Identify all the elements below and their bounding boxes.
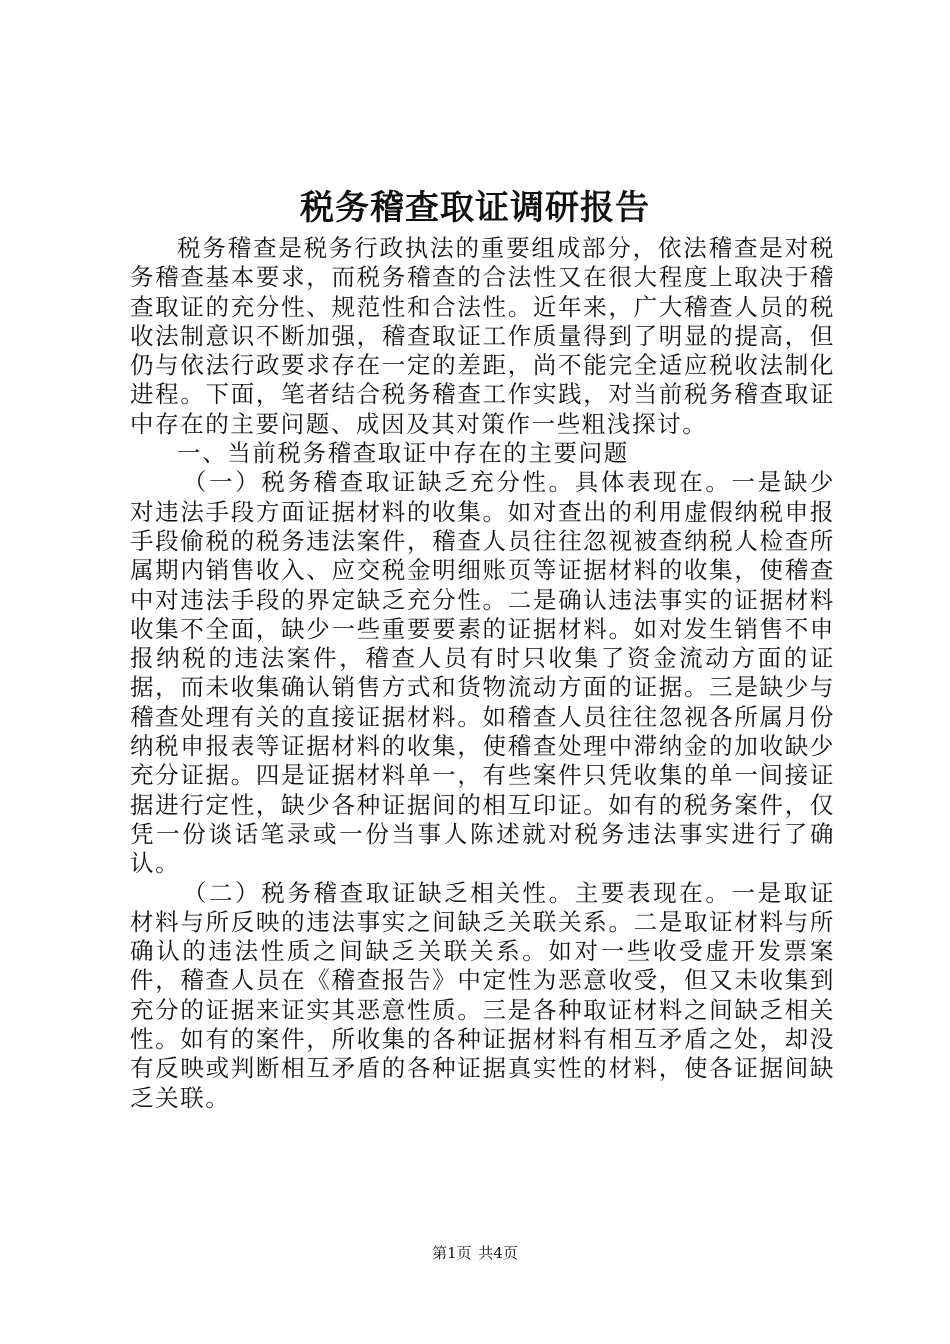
subsection-paragraph-2: （二）税务稽查取证缺乏相关性。主要表现在。一是取证材料与所反映的违法事实之间缺乏关联关系。二是取证材料与所确认的违法性质之间缺乏关联关系。如对一些收受虚开发票案件，稽查人员在《稽查报告》中定性为恶意收受，但又未收集到充分的证据来证实其恶意性质。三是各种取证材料之间缺乏相关性。如有的案件，所收集的各种证据材料有相互矛盾之处，却没有反映或判断相互矛盾的各种证据真实性的材料，使各证据间缺乏关联。 <box>130 878 835 1112</box>
document-body <box>130 234 835 1113</box>
section-heading: 一、当前税务稽查取证中存在的主要问题 <box>177 439 629 468</box>
page-total: 共4页 <box>478 1244 518 1262</box>
page-footer <box>0 1243 950 1263</box>
page-number: 第1页 <box>432 1244 472 1262</box>
subsection-paragraph-1: （一）税务稽查取证缺乏充分性。具体表现在。一是缺少对违法手段方面证据材料的收集。如对查出的利用虚假纳税申报手段偷税的税务违法案件，稽查人员往往忽视被查纳税人检查所属期内销售收入、应交税金明细账页等证据材料的收集，使稽查中对违法手段的界定缺乏充分性。二是确认违法事实的证据材料收集不全面，缺少一些重要要素的证据材料。如对发生销售不申报纳税的违法案件，稽查人员有时只收集了资金流动方面的证据，而未收集确认销售方式和货物流动方面的证据。三是缺少与稽查处理有关的直接证据材料。如稽查人员往往忽视各所属月份纳税申报表等证据材料的收集，使稽查处理中滞纳金的加收缺少充分证据。四是证据材料单一，有些案件只凭收集的单一间接证据进行定性，缺少各种证据间的相互印证。如有的税务案件，仅凭一份谈话笔录或一份当事人陈述就对税务违法事实进行了确认。 <box>130 468 835 878</box>
document-title: 税务稽查取证调研报告 <box>300 188 650 228</box>
intro-paragraph: 税务稽查是税务行政执法的重要组成部分，依法稽查是对税务稽查基本要求，而税务稽查的合法性又在很大程度上取决于稽查取证的充分性、规范性和合法性。近年来，广大稽查人员的税收法制意识不断加强，稽查取证工作质量得到了明显的提高，但仍与依法行政要求存在一定的差距，尚不能完全适应税收法制化进程。下面，笔者结合税务稽查工作实践，对当前税务稽查取证中存在的主要问题、成因及其对策作一些粗浅探讨。 <box>130 234 835 438</box>
